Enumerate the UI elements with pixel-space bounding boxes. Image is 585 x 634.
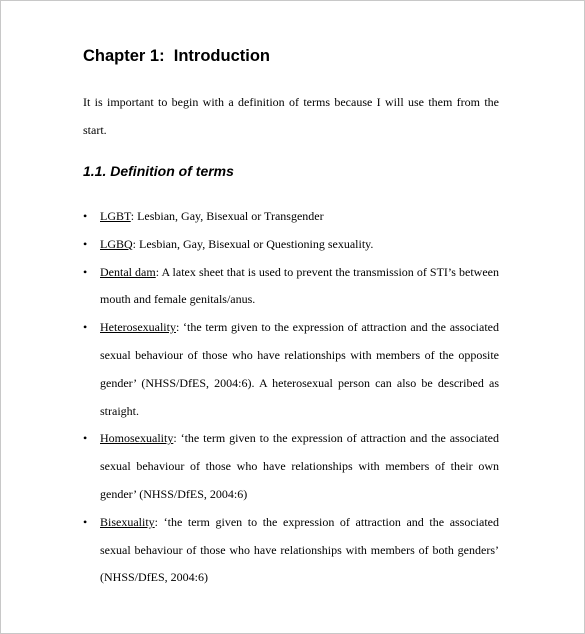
definition-text: : ‘the term given to the expression of attraction and the associated sexual behaviour of those who have relationships with members of both genders’ (NHSS/DfES, 2004:6)	[100, 514, 499, 585]
definition-text: : ‘the term given to the expression of attraction and the associated sexual behaviour of those who have relationships with members of the opposite gender’ (NHSS/DfES, 2004:6). A heterosexual person can also be described as straight.	[100, 320, 499, 418]
definition-item-heterosexuality	[83, 314, 499, 425]
definition-item-dental-dam	[83, 259, 499, 315]
definition-term: LGBQ	[100, 236, 133, 251]
definition-term: Bisexuality	[100, 514, 155, 529]
bullet-icon: •	[83, 264, 88, 279]
definition-item-homosexuality	[83, 425, 499, 508]
chapter-title: Chapter 1: Introduction	[83, 47, 270, 65]
definition-item-lgbt	[83, 203, 499, 231]
bullet-icon: •	[83, 236, 88, 251]
definition-text: : Lesbian, Gay, Bisexual or Transgender	[130, 209, 324, 223]
definitions-list	[83, 203, 499, 592]
definition-text: : Lesbian, Gay, Bisexual or Questioning sexuality.	[132, 236, 374, 251]
bullet-icon: •	[83, 431, 88, 446]
bullet-icon: •	[83, 209, 88, 223]
definition-term: Homosexuality	[100, 431, 174, 446]
bullet-icon: •	[83, 514, 88, 529]
definition-term: Dental dam	[100, 264, 156, 279]
bullet-icon: •	[83, 320, 88, 335]
definition-text: : ‘the term given to the expression of attraction and the associated sexual behaviour of those who have relationships with members of their own gender’ (NHSS/DfES, 2004:6)	[100, 431, 499, 501]
definition-term: LGBT	[100, 209, 131, 223]
intro-paragraph: It is important to begin with a definition of terms because I will use them from the start.	[83, 95, 499, 137]
definition-term: Heterosexuality	[100, 320, 176, 335]
definition-text: : A latex sheet that is used to prevent the transmission of STI’s between mouth and female genitals/anus.	[100, 264, 499, 307]
definition-item-bisexuality	[83, 509, 499, 592]
definition-item-lgbq	[83, 231, 499, 259]
section-title: 1.1. Definition of terms	[83, 163, 234, 179]
